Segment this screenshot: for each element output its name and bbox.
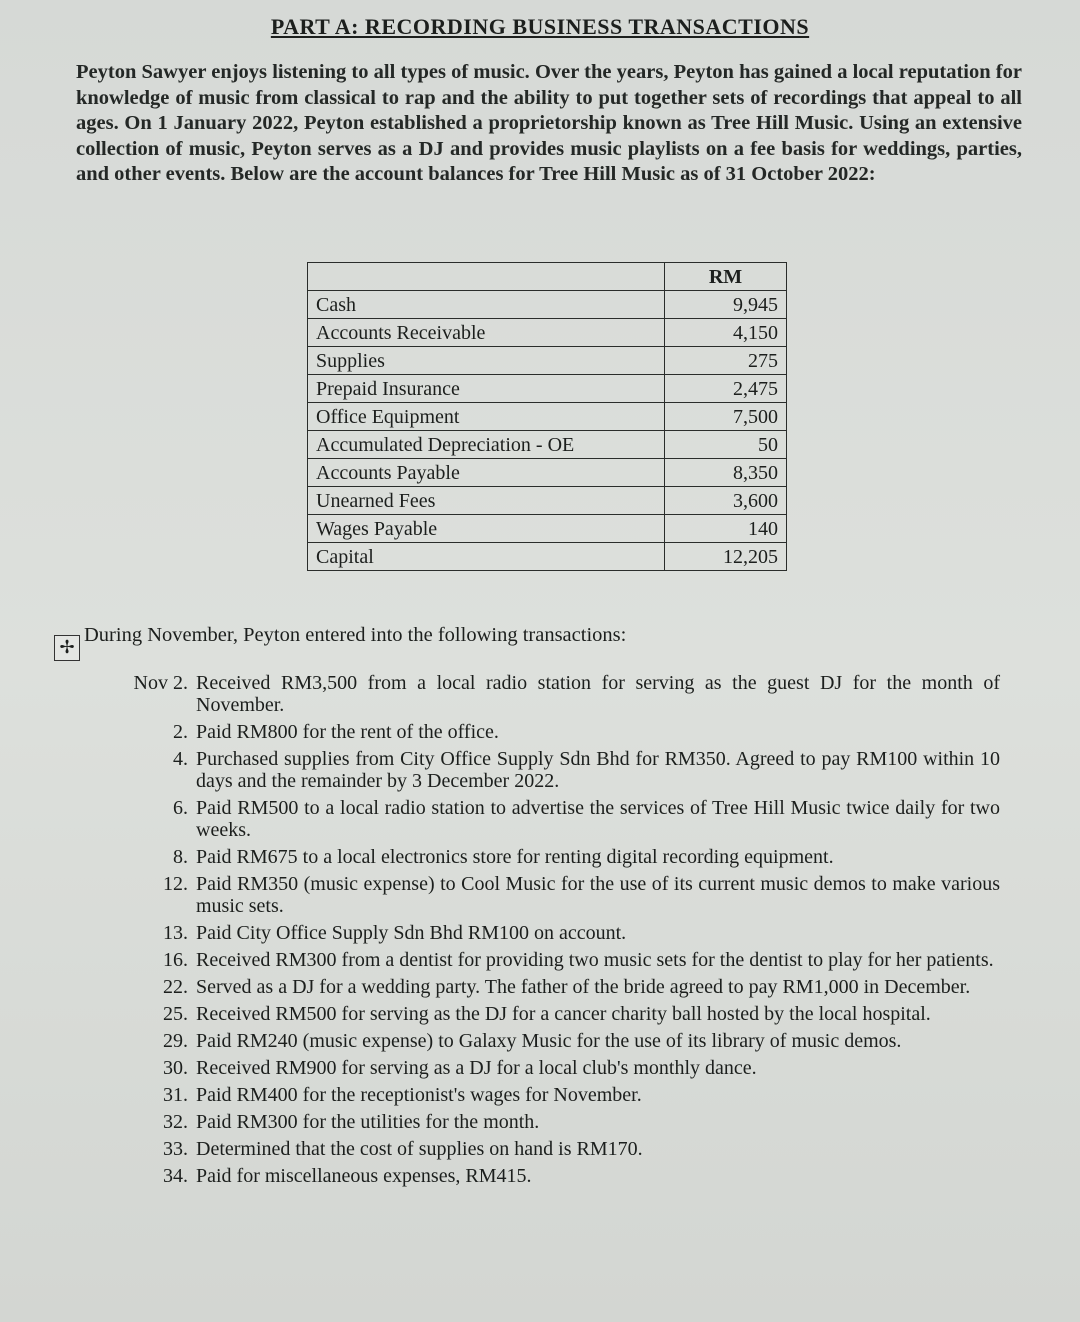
transaction-description: Paid RM675 to a local electronics store for renting digital recording equipment. <box>196 846 834 868</box>
account-amount: 12,205 <box>665 543 787 571</box>
account-amount: 8,350 <box>665 459 787 487</box>
transaction-date: 31. <box>163 1084 188 1106</box>
table-row <box>308 347 787 375</box>
account-name: Cash <box>308 291 665 319</box>
transaction-item <box>100 1084 1000 1106</box>
transaction-description: Received RM300 from a dentist for providing two music sets for the dentist to play for her patients. <box>196 949 994 971</box>
transaction-description: Paid RM350 (music expense) to Cool Music for the use of its current music demos to make various music sets. <box>196 873 1000 917</box>
transaction-description: Paid RM300 for the utilities for the month. <box>196 1111 540 1133</box>
transaction-item <box>100 1138 1000 1160</box>
account-name: Wages Payable <box>308 515 665 543</box>
account-amount: 7,500 <box>665 403 787 431</box>
table-row <box>308 515 787 543</box>
move-icon[interactable]: ✢ <box>54 635 80 661</box>
table-row <box>308 291 787 319</box>
account-amount: 3,600 <box>665 487 787 515</box>
transaction-description: Paid RM240 (music expense) to Galaxy Music for the use of its library of music demos. <box>196 1030 902 1052</box>
transaction-date: 32. <box>163 1111 188 1133</box>
account-name: Prepaid Insurance <box>308 375 665 403</box>
account-amount: 9,945 <box>665 291 787 319</box>
currency-header: RM <box>665 263 787 291</box>
transaction-description: Received RM3,500 from a local radio station for serving as the guest DJ for the month of November. <box>196 672 1000 716</box>
account-amount: 275 <box>665 347 787 375</box>
transaction-date: 34. <box>163 1165 188 1187</box>
intro-paragraph: Peyton Sawyer enjoys listening to all types of music. Over the years, Peyton has gained a local reputation for knowledge of music from classical to rap and the ability to put together sets of recordings that appeal to all ages. On 1 January 2022, Peyton established a proprietorship known as Tree Hill Music. Using an extensive collection of music, Peyton serves as a DJ and provides music playlists on a fee basis for weddings, parties, and other events. Below are the account balances for Tree Hill Music as of 31 October 2022: <box>76 61 1022 185</box>
table-row <box>308 403 787 431</box>
transaction-date: 29. <box>163 1030 188 1052</box>
transaction-description: Determined that the cost of supplies on hand is RM170. <box>196 1138 643 1160</box>
transaction-description: Paid City Office Supply Sdn Bhd RM100 on account. <box>196 922 627 944</box>
account-amount: 50 <box>665 431 787 459</box>
transaction-date: 25. <box>163 1003 188 1025</box>
account-amount: 140 <box>665 515 787 543</box>
table-row <box>308 487 787 515</box>
transaction-item <box>100 721 1000 743</box>
account-name: Unearned Fees <box>308 487 665 515</box>
account-header-cell <box>308 263 665 291</box>
transaction-date: 13. <box>163 922 188 944</box>
table-row <box>308 375 787 403</box>
transaction-item <box>100 1030 1000 1052</box>
transaction-description: Received RM500 for serving as the DJ for a cancer charity ball hosted by the local hospital. <box>196 1003 931 1025</box>
transactions-list <box>100 672 1000 1192</box>
table-row <box>308 319 787 347</box>
account-name: Accumulated Depreciation - OE <box>308 431 665 459</box>
account-amount: 2,475 <box>665 375 787 403</box>
account-name: Office Equipment <box>308 403 665 431</box>
transaction-item <box>100 1057 1000 1079</box>
transaction-description: Served as a DJ for a wedding party. The father of the bride agreed to pay RM1,000 in December. <box>196 976 971 998</box>
transaction-item <box>100 922 1000 944</box>
transaction-item <box>100 748 1000 792</box>
transaction-item <box>100 949 1000 971</box>
account-name: Capital <box>308 543 665 571</box>
transaction-date: 22. <box>163 976 188 998</box>
transaction-date: 4. <box>173 748 188 770</box>
transaction-item <box>100 873 1000 917</box>
transaction-date: 8. <box>173 846 188 868</box>
transaction-date: 12. <box>163 873 188 895</box>
transaction-date: 16. <box>163 949 188 971</box>
account-name: Accounts Payable <box>308 459 665 487</box>
transaction-item <box>100 846 1000 868</box>
transaction-date: 2. <box>173 721 188 743</box>
transaction-item <box>100 797 1000 841</box>
table-row <box>308 431 787 459</box>
transaction-item <box>100 672 1000 716</box>
transaction-description: Paid RM500 to a local radio station to advertise the services of Tree Hill Music twice daily for two weeks. <box>196 797 1000 841</box>
transaction-date: 33. <box>163 1138 188 1160</box>
table-row <box>308 459 787 487</box>
account-name: Supplies <box>308 347 665 375</box>
transaction-description: Paid RM800 for the rent of the office. <box>196 721 499 743</box>
account-balances-table <box>307 262 787 571</box>
account-amount: 4,150 <box>665 319 787 347</box>
transaction-date: Nov 2. <box>133 672 188 694</box>
transaction-item <box>100 1165 1000 1187</box>
transaction-date: 6. <box>173 797 188 819</box>
transactions-intro: During November, Peyton entered into the following transactions: <box>84 624 627 646</box>
transaction-item <box>100 1111 1000 1133</box>
transaction-item <box>100 976 1000 998</box>
transaction-description: Purchased supplies from City Office Supply Sdn Bhd for RM350. Agreed to pay RM100 within 10 days and the remainder by 3 December 2022. <box>196 748 1000 792</box>
table-row <box>308 543 787 571</box>
transaction-item <box>100 1003 1000 1025</box>
account-name: Accounts Receivable <box>308 319 665 347</box>
table-header-row <box>308 263 787 291</box>
transaction-date: 30. <box>163 1057 188 1079</box>
transaction-description: Paid RM400 for the receptionist's wages for November. <box>196 1084 642 1106</box>
transaction-description: Paid for miscellaneous expenses, RM415. <box>196 1165 532 1187</box>
document-title: PART A: RECORDING BUSINESS TRANSACTIONS <box>270 14 810 39</box>
transaction-description: Received RM900 for serving as a DJ for a local club's monthly dance. <box>196 1057 757 1079</box>
